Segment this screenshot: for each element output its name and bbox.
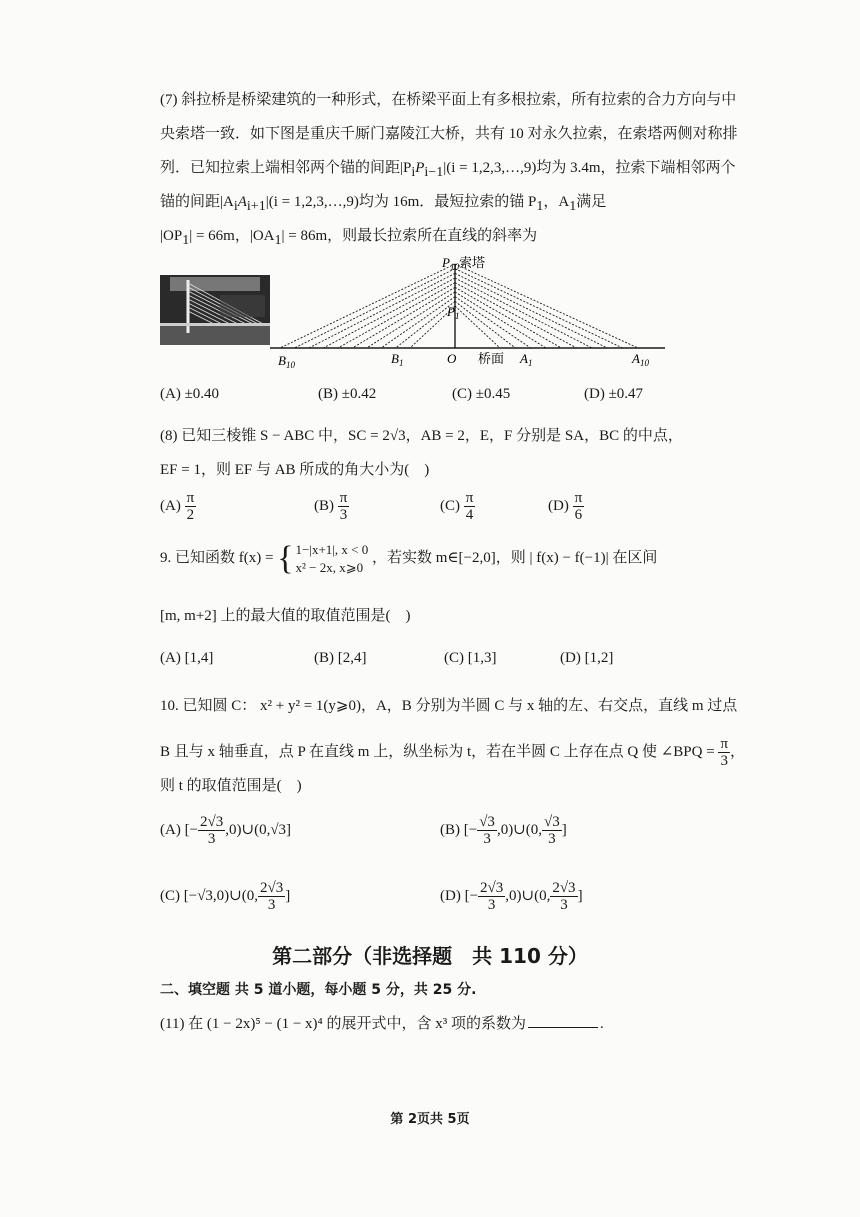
cable-left [280,264,455,348]
q7-option-b[interactable]: (B) ±0.42 [318,386,377,402]
label-B10: $B_{10}$ [278,353,295,370]
q7-line2: 央索塔一致．如下图是重庆千厮门嘉陵江大桥，共有 10 对永久拉索，在索塔两侧对称排 [160,126,738,142]
q8-option-b[interactable]: (B) $\frac{\pi}{3}$ [314,490,348,523]
q7-option-c[interactable]: (C) ±0.45 [452,386,511,402]
cable-right [455,297,531,348]
cable-left [309,273,455,348]
q9-option-a[interactable]: (A) [1,4] [160,650,214,666]
cable-lines [280,264,638,348]
q10-line3: 则 t 的取值范围是( ) [160,778,302,794]
q7-line3: 列．已知拉索上端相邻两个锚的间距$|P_iP_{i-1}|(i$ = 1,2,3,…,9)均为 3.4m，拉索下端相邻两个 [160,160,736,180]
q10-option-a[interactable]: (A) [− $\frac{2√3}{3}$ ,0)∪(0,√3] [160,814,292,847]
q11-answer-blank[interactable] [528,1027,598,1028]
cable-left [294,269,455,348]
q9-option-c[interactable]: (C) [1,3] [444,650,497,666]
q10-line2: B 且与 x 轴垂直，点 P 在直线 m 上，纵坐标为 t，若在半圆 C 上存在点 Q 使 ∠BPQ = $\frac{\pi}{3}$ ， [160,736,746,769]
bridge-diagram [270,250,690,375]
q8-option-d[interactable]: (D) $\frac{\pi}{6}$ [548,490,583,523]
q7-option-d[interactable]: (D) ±0.47 [584,386,644,402]
cable-right [455,269,623,348]
label-O: O [447,351,457,366]
q10-option-d[interactable]: (D) [− $\frac{2√3}{3}$ ,0)∪(0, $\frac{2√3}{3}$ ] [440,880,583,913]
q8-line1: (8) 已知三棱锥 S − ABC 中，SC = 2√3，AB = 2，E，F 分别是 SA，BC 的中点， [160,428,683,444]
cable-right [455,301,515,348]
q9-option-d[interactable]: (D) [1,2] [560,650,614,666]
label-deck: 桥面 [478,351,505,366]
label-P10: $P_{10}$ [442,255,459,272]
q9-line2: [m, m+2] 上的最大值的取值范围是( ) [160,608,411,624]
q11-line: (11) 在 (1 − 2x)⁵ − (1 − x)⁴ 的展开式中，含 x³ 项的系数为 . [160,1016,604,1032]
label-tower: 索塔 [459,255,486,270]
bridge-photo [160,275,270,345]
q9-line1: 9. 已知函数 f(x) = { 1−|x+1|, x < 0 x² − 2x, x⩾0 ，若实数 m∈[−2,0]，则 | f(x) − f(−1)| 在区间 [160,539,658,577]
label-A10: $A_{10}$ [632,351,649,368]
part2-heading: 第二部分（非选择题 共 110 分） [272,944,588,968]
q8-option-c[interactable]: (C) $\frac{\pi}{4}$ [440,490,474,523]
section-heading: 二、填空题 共 5 道小题，每小题 5 分，共 25 分. [160,982,477,998]
q8-option-a[interactable]: (A) $\frac{\pi}{2}$ [160,490,195,523]
q10-option-b[interactable]: (B) [− $\frac{√3}{3}$ ,0)∪(0, $\frac{√3}{3}$ ] [440,814,567,847]
q9-option-b[interactable]: (B) [2,4] [314,650,367,666]
cable-right [455,264,638,348]
cable-right [455,273,607,348]
q7-line1: (7) 斜拉桥是桥梁建筑的一种形式，在桥梁平面上有多根拉索，所有拉索的合力方向与中 [160,92,737,108]
q10-line1: 10. 已知圆 C： x² + y² = 1(y⩾0)，A，B 分别为半圆 C 与 x 轴的左、右交点，直线 m 过点 [160,698,738,714]
label-P1: $P_1$ [447,304,460,321]
cable-right [455,306,500,348]
page-footer: 第 2页共 5页 [390,1112,470,1127]
cable-left [323,278,455,348]
label-A1: $A_1$ [520,351,533,368]
cable-right [455,278,592,348]
label-B1: $B_1$ [391,351,404,368]
cable-right [455,287,561,348]
cable-right [455,292,546,348]
q7-line4: 锚的间距$|A_iA_{i+1}|(i$ = 1,2,3,…,9)均为 16m．最短拉索的锚 $P_1$，$A_1$满足 [160,194,607,214]
q8-line2: EF = 1，则 EF 与 AB 所成的角大小为( ) [160,462,430,478]
q7-line5: $|OP_1| = 66m$，$|OA_1| = 86m$，则最长拉索所在直线的斜率为 [160,228,538,248]
q10-option-c[interactable]: (C) [−√3,0)∪(0, $\frac{2√3}{3}$ ] [160,880,291,913]
q7-option-a[interactable]: (A) ±0.40 [160,386,220,402]
